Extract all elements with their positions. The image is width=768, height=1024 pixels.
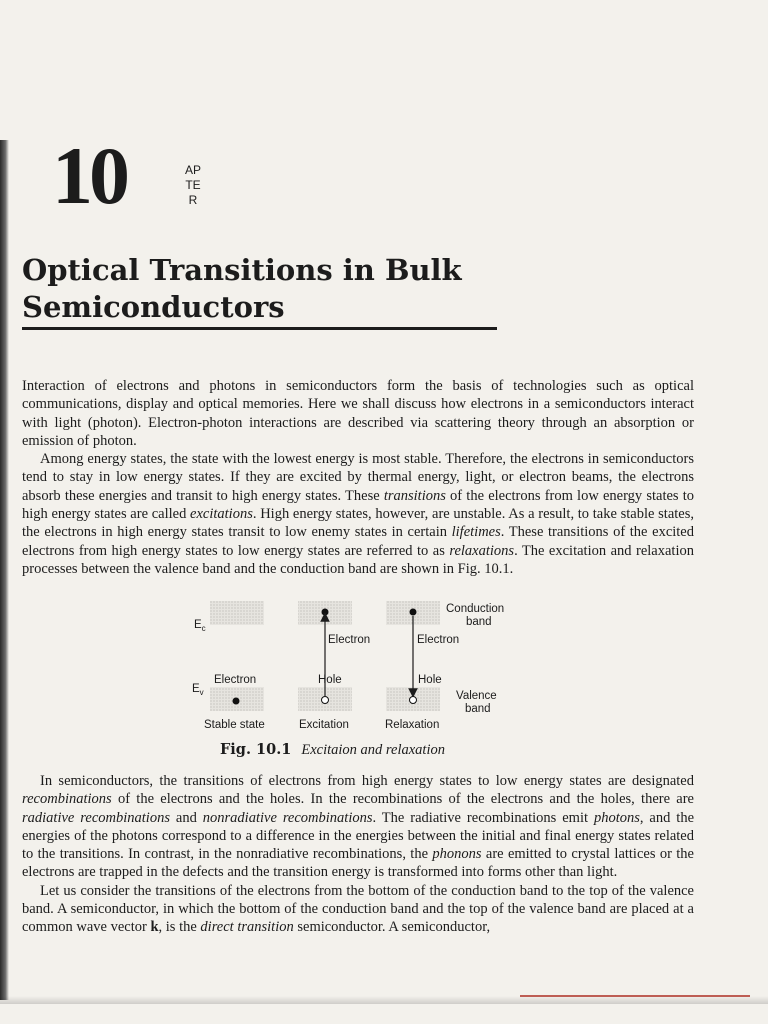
body-text	[22, 772, 694, 937]
stable-electron-label: Electron	[214, 674, 257, 686]
bottom-red-line	[520, 995, 750, 997]
title-rule	[22, 327, 497, 330]
figure-caption-text: Excitaion and relaxation	[301, 742, 445, 758]
figure-caption	[220, 741, 445, 759]
ec-label: $E_c$	[194, 619, 206, 633]
page-bottom-shadow	[0, 996, 768, 1004]
intro-paragraph-1: Interaction of electrons and photons in semiconductors form the basis of technologies such as optical communications, display and optical memories. Here we shall discuss how electrons in a semiconductors interact with light (photon). Electron-photon interactions are described via scattering theory through an absorption or emission of photon.	[22, 378, 694, 449]
excitation-hole	[322, 697, 329, 704]
chapter-label-vertical: APTER	[185, 163, 202, 207]
body-paragraph-3: In semiconductors, the transitions of electrons from high energy states to low energy states are designated recombinations of the electrons and the holes. In the recombinations of the electrons and the holes, there are radiative recombinations and nonradiative recombinations. The radiative recombinations emit photons, and the energies of the photons correspond to a difference in the energies between the initial and final energy states related to the transitions. In contrast, in the nonradiative recombinations, the phonons are emitted to crystal lattices or the electrons are trapped in the defects and the transition energy is transformed into forms other than light.	[22, 773, 695, 881]
intro-text	[22, 377, 694, 578]
excitation-label: Excitation	[299, 719, 349, 731]
valence-band-label-2: band	[465, 703, 491, 715]
chapter-title	[22, 252, 462, 326]
excited-electron-dot	[322, 609, 329, 616]
intro-paragraph-2: Among energy states, the state with the lowest energy is most stable. Therefore, the electrons in semiconductors tend to stay in low energy states. If they are excited by thermal energy, light, or electron beams, the electrons absorb these energies and transit to high energy states. These transitions of the electrons from low energy states to high energy states are called excitations. High energy states, however, are unstable. As a result, to take stable states, the electrons in high energy states transit to low enemy states in certain lifetimes. These transitions of the excited electrons from high energy states to low energy states are referred to as relaxations. The excitation and relaxation processes between the valence band and the conduction band are shown in Fig. 10.1.	[22, 451, 695, 577]
conduction-band-label-1: Conduction	[446, 603, 505, 615]
body-paragraph-4: Let us consider the transitions of the electrons from the bottom of the conduction band to the top of the valence band. A semiconductor, in which the bottom of the conduction band and the top of the valence band are placed at a common wave vector k, is the direct transition semiconductor. A semiconductor,	[22, 882, 694, 936]
valence-band-label-1: Valence	[456, 690, 497, 702]
relaxation-electron-label: Electron	[417, 634, 460, 646]
chapter-title-line2: Semiconductors	[22, 290, 285, 324]
conduction-band-label-2: band	[466, 616, 492, 628]
relaxation-hole	[410, 697, 417, 704]
chapter-title-line1: Optical Transitions in Bulk	[22, 253, 462, 287]
ev-label: $E_v$	[192, 683, 204, 697]
relaxing-electron-dot	[410, 609, 417, 616]
figure-caption-label: Fig. 10.1	[220, 741, 292, 758]
relaxation-label: Relaxation	[385, 719, 440, 731]
stable-electron-dot	[233, 698, 240, 705]
excitation-hole-label: Hole	[318, 674, 342, 686]
page-binding-edge	[0, 140, 9, 1000]
chapter-number: 10	[52, 130, 126, 221]
excitation-electron-label: Electron	[328, 634, 371, 646]
stable-state-label: Stable state	[204, 719, 265, 731]
figure-10-1	[180, 595, 540, 735]
relaxation-hole-label: Hole	[418, 674, 442, 686]
band-box-stable-conduction	[210, 601, 264, 625]
